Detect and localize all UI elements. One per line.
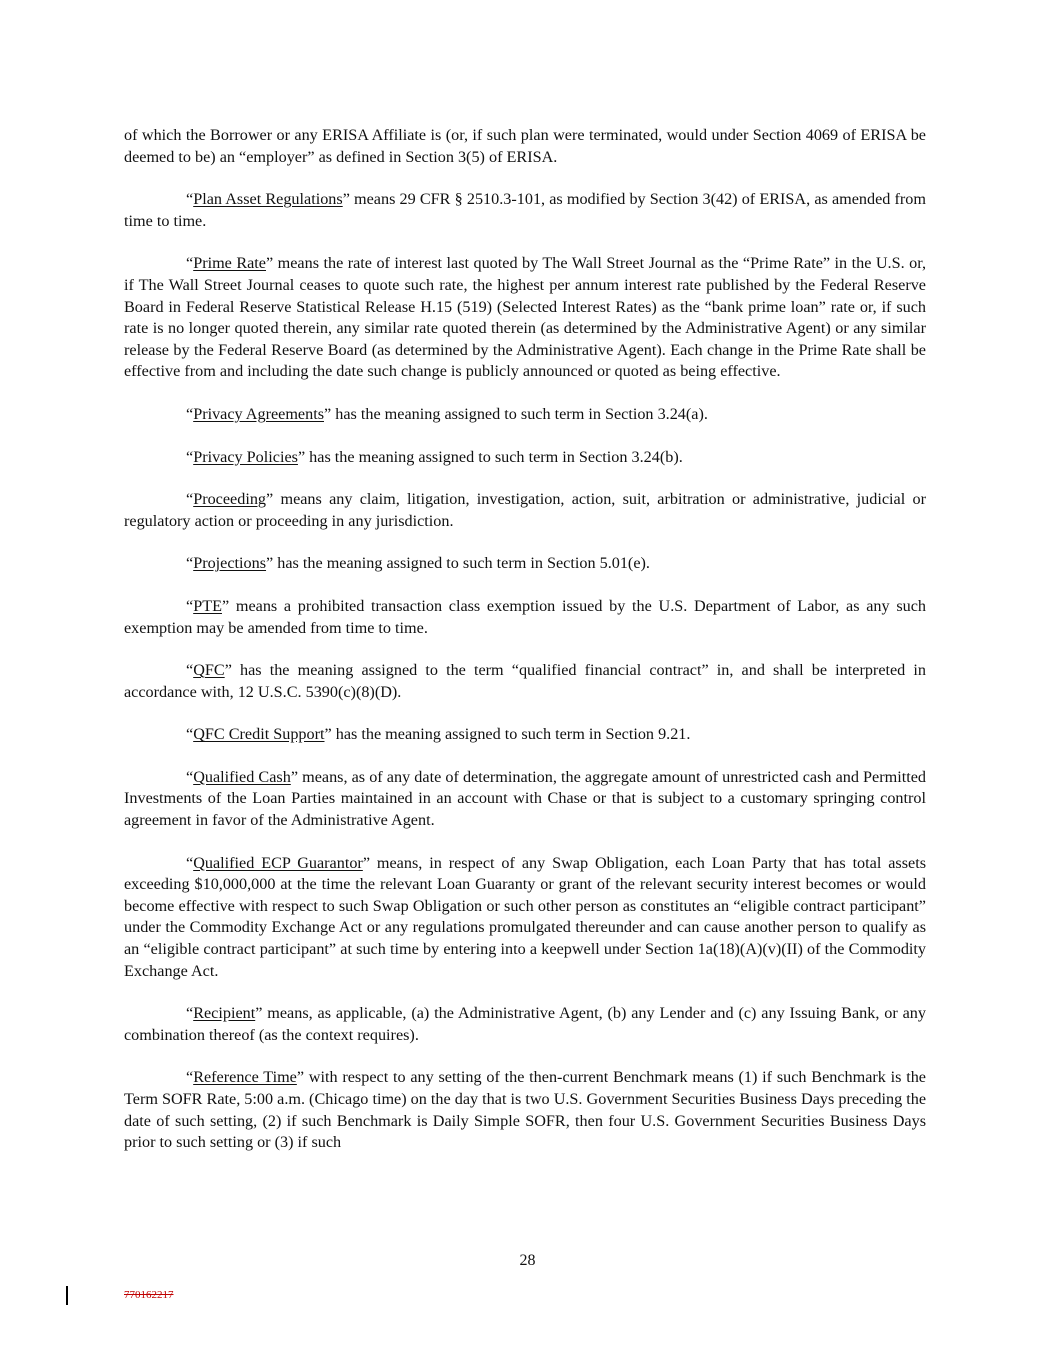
document-id: 770162217 (124, 1289, 174, 1301)
definition-text: ” means, as applicable, (a) the Administrative Agent, (b) any Lender and (c) any Issuing Bank, or any combination thereof (as the context requires). (124, 1004, 926, 1044)
defined-term: PTE (193, 596, 222, 615)
defined-term: Qualified Cash (193, 767, 291, 786)
definition-recipient: “Recipient” means, as applicable, (a) the Administrative Agent, (b) any Lender and (c) any Issuing Bank, or any combination thereof (as the context requires). (124, 1004, 926, 1044)
definition-prime-rate: “Prime Rate” means the rate of interest last quoted by The Wall Street Journal as the “Prime Rate” in the U.S. or, if The Wall Street Journal ceases to quote such rate, the highest per annum interest rate published by the Federal Reserve Board in Federal Reserve Statistical Release H.15 (519) (Selected Interest Rates) as the “bank prime loan” rate or, if such rate is no longer quoted therein, any similar rate quoted therein (as determined by the Administrative Agent) or any similar release by the Federal Reserve Board (as determined by the Administrative Agent). Each change in the Prime Rate shall be effective from and including the date such change is publicly announced or quoted as being effective. (124, 254, 926, 381)
definition-proceeding: “Proceeding” means any claim, litigation, investigation, action, suit, arbitration or administrative, judicial or regulatory action or proceeding in any jurisdiction. (124, 490, 926, 530)
defined-term: Prime Rate (193, 254, 266, 273)
definition-text: ” means 29 CFR § 2510.3-101, as modified by Section 3(42) of ERISA, as amended from time to time. (124, 190, 926, 230)
definition-qualified-ecp-guarantor: “Qualified ECP Guarantor” means, in respect of any Swap Obligation, each Loan Party that has total assets exceeding $10,000,000 at the time the relevant Loan Guaranty or grant of the relevant security interest becomes or would become effective with respect to such Swap Obligation or such other person as constitutes an “eligible contract participant” under the Commodity Exchange Act or any regulations promulgated thereunder and can cause another person to qualify as an “eligible contract participant” at such time by entering into a keepwell under Section 1a(18)(A)(v)(II) of the Commodity Exchange Act. (124, 853, 926, 980)
intro-paragraph: of which the Borrower or any ERISA Affiliate is (or, if such plan were terminated, would under Section 4069 of ERISA be deemed to be) an “employer” as defined in Section 3(5) of ERISA. (124, 126, 926, 166)
defined-term: QFC Credit Support (193, 725, 325, 744)
page-number: 28 (519, 1252, 536, 1269)
document-body (124, 125, 926, 1175)
defined-term: Privacy Agreements (193, 404, 324, 423)
revision-change-bar (66, 1286, 68, 1305)
definition-qfc-credit-support: “QFC Credit Support” has the meaning assigned to such term in Section 9.21. (186, 725, 691, 744)
definition-privacy-policies: “Privacy Policies” has the meaning assigned to such term in Section 3.24(b). (186, 447, 683, 466)
definition-pte: “PTE” means a prohibited transaction class exemption issued by the U.S. Department of Labor, as any such exemption may be amended from time to time. (124, 596, 926, 637)
definition-text: ” has the meaning assigned to such term in Section 5.01(e). (266, 554, 650, 573)
defined-term: Privacy Policies (193, 447, 298, 466)
definition-text: ” has the meaning assigned to the term “qualified financial contract” in, and shall be interpreted in accordance with, 12 U.S.C. 5390(c)(8)(D). (124, 661, 926, 701)
definition-text: ” with respect to any setting of the then-current Benchmark means (1) if such Benchmark is the Term SOFR Rate, 5:00 a.m. (Chicago time) on the day that is two U.S. Government Securities Business Days preceding the date of such setting, (2) if such Benchmark is Daily Simple SOFR, then four U.S. Government Securities Business Days prior to such setting or (3) if such (124, 1068, 926, 1152)
definition-text: ” has the meaning assigned to such term in Section 9.21. (324, 725, 691, 744)
definition-reference-time: “Reference Time” with respect to any setting of the then-current Benchmark means (1) if such Benchmark is the Term SOFR Rate, 5:00 a.m. (Chicago time) on the day that is two U.S. Government Securities Business Days preceding the date of such setting, (2) if such Benchmark is Daily Simple SOFR, then four U.S. Government Securities Business Days prior to such setting or (3) if such (124, 1068, 926, 1152)
definition-privacy-agreements: “Privacy Agreements” has the meaning assigned to such term in Section 3.24(a). (186, 404, 708, 423)
defined-term: Proceeding (193, 490, 267, 509)
definition-text: ” has the meaning assigned to such term in Section 3.24(a). (324, 404, 708, 423)
definition-qualified-cash: “Qualified Cash” means, as of any date of determination, the aggregate amount of unrestricted cash and Permitted Investments of the Loan Parties maintained in an account with Chase or that is subject to a customary springing control agreement in favor of the Administrative Agent. (124, 767, 926, 830)
definition-text: ” means a prohibited transaction class exemption issued by the U.S. Department of Labor, as any such exemption may be amended from time to time. (124, 596, 926, 637)
definition-text: ” means, in respect of any Swap Obligation, each Loan Party that has total assets exceeding $10,000,000 at the time the relevant Loan Guaranty or grant of the relevant security interest becomes or would become effective with respect to such Swap Obligation or such other person as constitutes an “eligible contract participant” under the Commodity Exchange Act or any regulations promulgated thereunder and can cause another person to qualify as an “eligible contract participant” at such time by entering into a keepwell under Section 1a(18)(A)(v)(II) of the Commodity Exchange Act. (124, 853, 926, 980)
defined-term: Qualified ECP Guarantor (193, 853, 363, 872)
definition-text: ” means, as of any date of determination, the aggregate amount of unrestricted cash and Permitted Investments of the Loan Parties maintained in an account with Chase or that is subject to a customary springing control agreement in favor of the Administrative Agent. (124, 767, 926, 830)
defined-term: Plan Asset Regulations (193, 190, 343, 209)
defined-term: Recipient (193, 1004, 256, 1023)
defined-term: Reference Time (193, 1068, 297, 1087)
definition-plan-asset-regulations: “Plan Asset Regulations” means 29 CFR § 2510.3-101, as modified by Section 3(42) of ERISA, as amended from time to time. (124, 190, 926, 230)
definition-text: ” means any claim, litigation, investigation, action, suit, arbitration or administrative, judicial or regulatory action or proceeding in any jurisdiction. (124, 490, 926, 530)
definition-text: ” means the rate of interest last quoted by The Wall Street Journal as the “Prime Rate” in the U.S. or, if The Wall Street Journal ceases to quote such rate, the highest per annum interest rate published by the Federal Reserve Board in Federal Reserve Statistical Release H.15 (519) (Selected Interest Rates) as the “bank prime loan” rate or, if such rate is no longer quoted therein, any similar rate quoted therein (as determined by the Administrative Agent) or any similar release by the Federal Reserve Board (as determined by the Administrative Agent). Each change in the Prime Rate shall be effective from and including the date such change is publicly announced or quoted as being effective. (124, 254, 926, 381)
defined-term: QFC (193, 661, 225, 680)
definition-projections: “Projections” has the meaning assigned to such term in Section 5.01(e). (186, 554, 650, 573)
definition-qfc: “QFC” has the meaning assigned to the term “qualified financial contract” in, and shall be interpreted in accordance with, 12 U.S.C. 5390(c)(8)(D). (124, 661, 926, 701)
defined-term: Projections (193, 554, 267, 573)
definition-text: ” has the meaning assigned to such term in Section 3.24(b). (297, 447, 683, 466)
